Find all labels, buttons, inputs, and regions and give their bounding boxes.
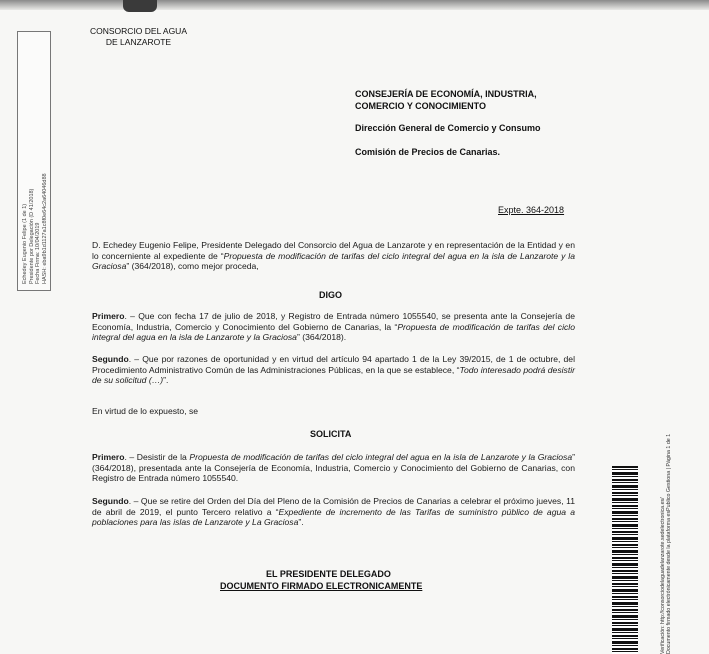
primero1-text-3: ” (364/2018).: [296, 332, 347, 343]
expediente-number: Expte. 364-2018: [498, 205, 565, 215]
footer-line-2: Documento firmado electrónicamente desde la plataforma esPublico Gestiona | Página 1 de 1: [666, 433, 673, 654]
segundo-label-2: Segundo: [92, 496, 129, 506]
footer-line-1: Verificación: http://consorciodelaguadelanzarote.sedelectronica.es/: [660, 497, 666, 654]
primero2-text-3: ” (364/2018), presentada ante la Consejería de Economía, Industria, Comercio y Conocimiento del Gobierno de Canarias, con Registro de Entrada número 1055540.: [92, 452, 576, 484]
recipient-line-2: COMERCIO Y CONOCIMIENTO: [355, 101, 487, 111]
primero2-text-1: . – Desistir de la: [124, 452, 190, 462]
organization-header: [90, 26, 187, 48]
segundo2-text-2: Expediente de incremento de las Tarifas de suministro público de agua a poblaciones para las islas de Lanzarote y La Graciosa: [92, 506, 576, 528]
virtud-line: En virtud de lo expuesto, se: [92, 406, 199, 416]
segundo1-text-3: ”.: [163, 375, 169, 386]
segundo1-text-2: Todo interesado podrá desistir de su solicitud (…): [92, 364, 575, 386]
segundo1-text-1: . – Que por razones de oportunidad y en virtud del artículo 94 apartado 1 de la Ley 39/2015, de 1 de octubre, del Procedimiento Administrativo Común de las Administraciones Públicas, en la que se establece, “: [92, 354, 575, 375]
stamp-line-2: Presidente por Delegación (D 41/2018): [28, 188, 35, 284]
solicita-heading: SOLICITA: [310, 429, 352, 439]
primero-paragraph-1: [92, 311, 575, 343]
primero2-text-2: Propuesta de modificación de tarifas del ciclo integral del agua en la isla de Lanzarote y la Graciosa: [189, 452, 573, 462]
primero1-text-2: Propuesta de modificación de tarifas del ciclo integral del agua en la isla de Lanzarote y la Graciosa: [92, 321, 575, 343]
recipient-direccion: Dirección General de Comercio y Consumo: [355, 123, 541, 133]
recipient-line-1: CONSEJERÍA DE ECONOMÍA, INDUSTRIA,: [355, 89, 537, 99]
stamp-line-1: Echedey Eugenio Felipe (1 de 1): [22, 203, 28, 284]
verification-footer: [660, 433, 673, 654]
org-line-1: CONSORCIO DEL AGUA: [90, 26, 187, 36]
intro-text-1: D. Echedey Eugenio Felipe, Presidente Delegado del Consorcio del Agua de Lanzarote y en representación de la Entidad y en lo concerniente al expediente de “: [92, 240, 575, 261]
stamp-line-3: Fecha Firma: 10/04/2019: [35, 222, 42, 284]
barcode-image: [612, 466, 638, 654]
primero1-text-1: . – Que con fecha 17 de julio de 2018, y Registro de Entrada número 1055540, se presenta ante la Consejería de Economía, Industria, Comercio y Conocimiento del Gobierno de Canarias, la “: [92, 311, 575, 332]
signature-stamp-box: [17, 31, 51, 291]
stamp-line-4: HASH: eba9b1d1127a1c8f0e64c2a64046d88: [41, 173, 48, 284]
binder-clip: [123, 0, 157, 12]
recipient-block: [355, 88, 537, 112]
signature-title: EL PRESIDENTE DELEGADO: [266, 569, 391, 579]
intro-text-3: ” (364/2018), como mejor proceda,: [126, 261, 259, 272]
intro-paragraph: [92, 240, 575, 272]
segundo-label-1: Segundo: [92, 354, 129, 364]
primero-paragraph-2: [92, 452, 575, 484]
segundo-paragraph-1: [92, 354, 575, 386]
segundo-paragraph-2: [92, 496, 575, 528]
recipient-comision: Comisión de Precios de Canarias.: [355, 147, 501, 157]
primero-label-2: Primero: [92, 452, 125, 462]
primero-label-1: Primero: [92, 311, 125, 321]
segundo2-text-1: . – Que se retire del Orden del Día del Pleno de la Comisión de Precios de Canarias a celebrar el próximo jueves, 11 de abril de 2019, el punto Tercero relativo a “: [92, 496, 575, 517]
org-line-2: DE LANZAROTE: [105, 37, 172, 47]
segundo2-text-3: ”.: [298, 517, 304, 528]
signature-stamp-text: [22, 34, 48, 284]
digo-heading: DIGO: [319, 290, 343, 300]
scan-top-edge: [0, 0, 709, 10]
signature-note: DOCUMENTO FIRMADO ELECTRONICAMENTE: [220, 581, 423, 591]
intro-text-2: Propuesta de modificación de tarifas del ciclo integral del agua en la isla de Lanzarote y la Graciosa: [92, 250, 575, 272]
